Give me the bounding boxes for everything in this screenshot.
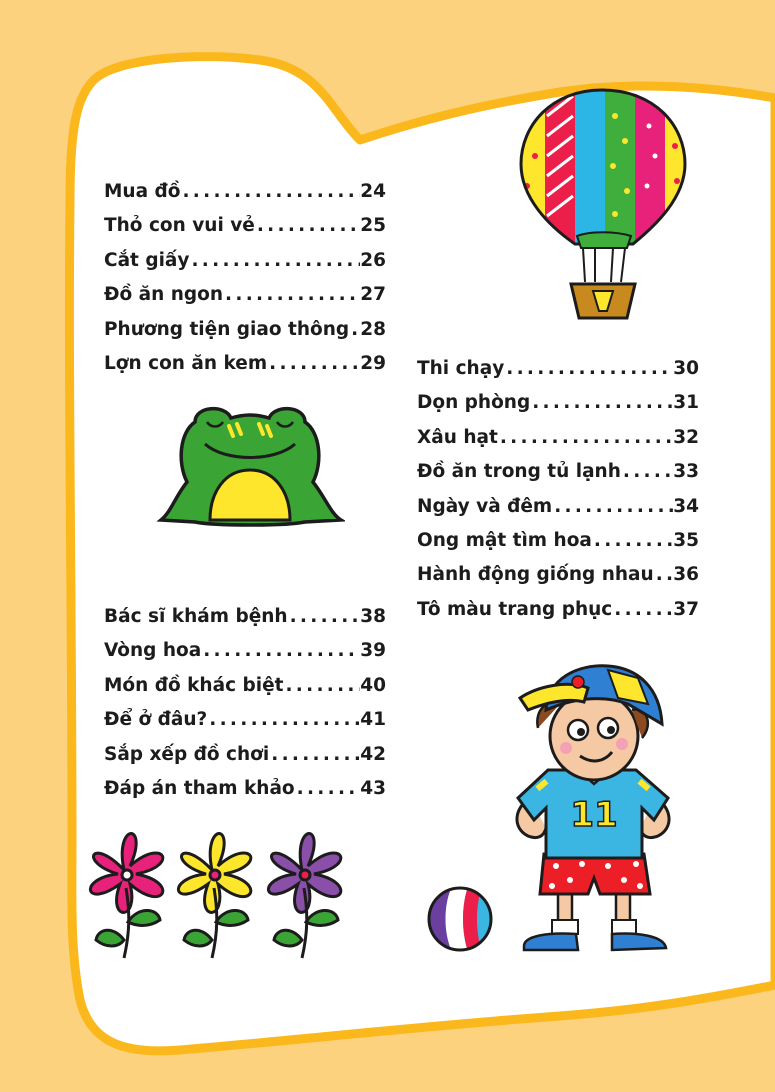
toc-entry-page-number: 35 [673,529,699,551]
toc-entry-title: Hành động giống nhau [417,564,654,586]
flower-yellow [178,833,250,958]
toc-leader-dots [621,455,673,489]
toc-entry[interactable] [417,352,699,386]
toc-entry[interactable] [417,558,699,592]
toc-leader-dots [592,524,673,558]
toc-leader-dots [255,209,360,243]
toc-entry-page-number: 33 [673,461,699,483]
toc-entry-title: Vòng hoa [104,640,202,662]
toc-leader-dots [180,175,360,209]
toc-entry-title: Đáp án tham khảo [104,777,295,799]
toc-entry-title: Cắt giấy [104,249,190,271]
toc-entry[interactable] [104,738,386,772]
toc-entry[interactable] [417,386,699,420]
toc-entry-page-number: 29 [360,352,386,374]
toc-entry-title: Đồ ăn ngon [104,284,224,306]
toc-entry-page-number: 42 [360,743,386,765]
toc-entry-page-number: 36 [673,564,699,586]
toc-leader-dots [530,386,673,420]
toc-entry-title: Thi chạy [417,358,505,379]
toc-entry-title: Ngày và đêm [417,495,553,517]
toc-entry-title: Sắp xếp đồ chơi [104,743,270,765]
toc-entry-title: Đồ ăn trong tủ lạnh [417,461,621,483]
toc-entry[interactable] [104,313,386,347]
toc-column-left-top [104,175,386,381]
flower-pink [90,833,162,958]
toc-leader-dots [612,593,673,627]
toc-entry-title: Dọn phòng [417,392,531,414]
toc-entry-page-number: 28 [360,318,386,340]
toc-entry-title: Bác sĩ khám bệnh [104,606,288,627]
toc-leader-dots [189,244,360,278]
toc-entry[interactable] [104,209,386,243]
toc-entry-title: Tô màu trang phục [417,598,613,620]
toc-entry-title: Ong mật tìm hoa [417,529,592,551]
toc-entry[interactable] [104,175,386,209]
toc-entry[interactable] [104,347,386,381]
toc-entry[interactable] [104,634,386,668]
ball-illustration [425,884,495,954]
toc-entry[interactable] [104,669,386,703]
frog-illustration [155,402,345,534]
toc-leader-dots [207,703,360,737]
toc-entry-page-number: 41 [360,709,386,731]
toc-leader-dots [654,558,674,592]
toc-entry[interactable] [104,278,386,312]
toc-leader-dots [288,600,361,634]
shirt-number: 11 [570,795,618,835]
toc-entry-page-number: 26 [360,249,386,271]
toc-entry[interactable] [417,421,699,455]
toc-leader-dots [295,772,361,806]
toc-entry-page-number: 24 [360,181,386,202]
toc-entry-page-number: 39 [360,640,386,662]
toc-leader-dots [498,421,673,455]
toc-entry-title: Món đồ khác biệt [104,674,284,696]
toc-entry[interactable] [104,772,386,806]
flowers-illustration [84,822,354,962]
toc-entry-page-number: 25 [360,215,386,237]
toc-entry-page-number: 32 [673,426,699,448]
toc-leader-dots [552,490,673,524]
toc-entry[interactable] [417,455,699,489]
toc-leader-dots [283,669,360,703]
toc-leader-dots [201,634,360,668]
toc-entry[interactable] [104,600,386,634]
toc-entry-title: Xâu hạt [417,426,498,448]
toc-entry-title: Lợn con ăn kem [104,352,268,374]
toc-entry-title: Mua đồ [104,181,181,202]
toc-entry[interactable] [417,593,699,627]
toc-entry-page-number: 38 [360,606,386,627]
toc-entry-title: Phương tiện giao thông [104,318,350,340]
toc-entry[interactable] [417,524,699,558]
hot-air-balloon-illustration [515,86,690,322]
toc-leader-dots [504,352,673,386]
toc-entry-page-number: 43 [360,777,386,799]
toc-entry[interactable] [104,703,386,737]
toc-leader-dots [269,738,360,772]
toc-leader-dots [223,278,360,312]
toc-column-left-bottom [104,600,386,806]
toc-entry-page-number: 27 [360,284,386,306]
toc-leader-dots [349,313,360,347]
toc-entry-page-number: 40 [360,674,386,696]
toc-entry-page-number: 37 [673,598,699,620]
toc-entry-title: Thỏ con vui vẻ [104,215,255,237]
flower-purple [268,833,340,958]
toc-entry[interactable] [417,490,699,524]
boy-illustration [508,658,676,956]
toc-column-right [417,352,699,627]
toc-entry-page-number: 31 [673,392,699,414]
toc-entry-page-number: 34 [673,495,699,517]
toc-entry[interactable] [104,244,386,278]
toc-leader-dots [267,347,360,381]
toc-entry-title: Để ở đâu? [104,709,208,731]
toc-entry-page-number: 30 [673,358,699,379]
